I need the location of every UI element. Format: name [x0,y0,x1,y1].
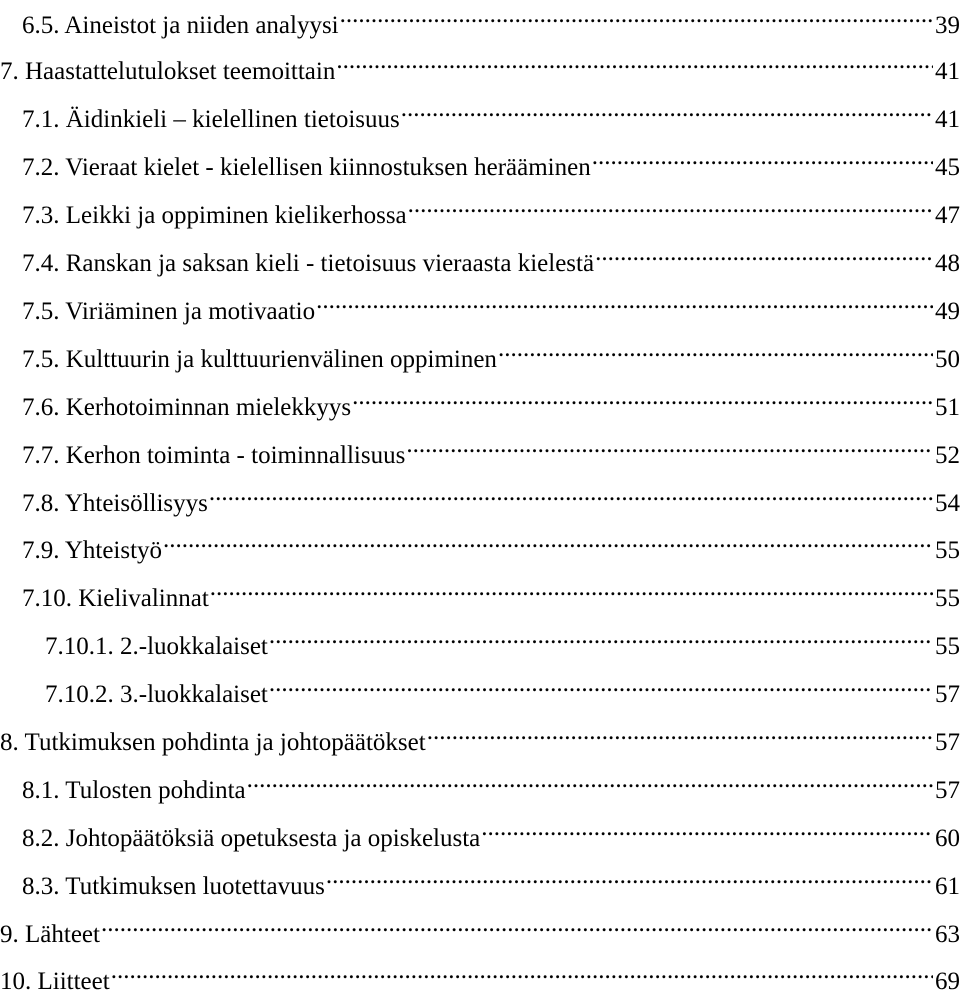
toc-leader-dots [481,810,933,846]
toc-entry-label: 7.3. Leikki ja oppiminen kielikerhossa [22,202,407,229]
toc-entry[interactable] [22,283,960,325]
toc-entry-label: 8.1. Tulosten pohdinta [22,777,246,804]
toc-entry[interactable] [22,858,960,900]
toc-entry-page: 49 [935,298,960,325]
toc-entry-page: 61 [935,873,960,900]
toc-entry[interactable] [22,810,960,852]
toc-leader-dots [352,379,933,415]
toc-entry[interactable] [22,91,960,133]
toc-entry[interactable] [22,570,960,612]
toc-leader-dots [340,0,933,33]
toc-leader-dots [592,139,933,175]
toc-leader-dots [269,666,933,702]
toc-leader-dots [111,953,933,989]
toc-leader-dots [209,475,933,511]
toc-entry-page: 41 [935,58,960,85]
toc-entry[interactable] [45,618,960,660]
toc-entry-page: 52 [935,442,960,469]
toc-leader-dots [408,187,933,223]
toc-entry[interactable] [22,379,960,421]
toc-leader-dots [406,427,933,463]
toc-entry[interactable] [22,762,960,804]
toc-entry-page: 57 [935,729,960,756]
toc-entry[interactable] [22,0,960,39]
toc-entry-label: 7.7. Kerhon toiminta - toiminnallisuus [22,442,406,469]
toc-entry[interactable] [0,43,960,85]
toc-entry[interactable] [22,235,960,277]
toc-entry-page: 54 [935,490,960,517]
toc-entry[interactable] [22,522,960,564]
toc-entry-label: 8.3. Tutkimuksen luotettavuus [22,873,325,900]
toc-entry-label: 6.5. Aineistot ja niiden analyysi [22,12,339,39]
toc-entry-page: 55 [935,537,960,564]
toc-entry-label: 10. Liitteet [0,968,110,995]
toc-entry-page: 41 [935,106,960,133]
toc-entry-page: 50 [935,346,960,373]
toc-entry-page: 60 [935,825,960,852]
toc-entry-page: 69 [935,968,960,995]
toc-entry[interactable] [45,666,960,708]
toc-entry-label: 7.8. Yhteisöllisyys [22,490,208,517]
toc-entry-label: 7.5. Viriäminen ja motivaatio [22,298,316,325]
toc-leader-dots [326,858,933,894]
toc-entry-label: 7.10. Kielivalinnat [22,585,209,612]
toc-entry-label: 7.2. Vieraat kielet - kielellisen kiinnostuksen herääminen [22,154,591,181]
toc-entry-label: 7. Haastattelutulokset teemoittain [0,58,336,85]
toc-entry-page: 48 [935,250,960,277]
toc-leader-dots [427,714,933,750]
toc-leader-dots [269,618,933,654]
toc-entry[interactable] [22,475,960,517]
toc-leader-dots [247,762,933,798]
toc-entry-label: 7.9. Yhteistyö [22,537,163,564]
toc-entry[interactable] [22,139,960,181]
toc-leader-dots [336,43,933,79]
toc-leader-dots [101,906,933,942]
toc-entry-page: 39 [935,12,960,39]
toc-entry[interactable] [0,953,960,995]
toc-leader-dots [210,570,933,606]
toc-leader-dots [316,283,933,319]
toc-entry-label: 8. Tutkimuksen pohdinta ja johtopäätökset [0,729,426,756]
toc-entry-page: 47 [935,202,960,229]
toc-entry-page: 55 [935,585,960,612]
toc-entry-label: 7.6. Kerhotoiminnan mielekkyys [22,394,352,421]
toc-entry[interactable] [22,331,960,373]
toc-entry[interactable] [22,187,960,229]
toc-entry-label: 9. Lähteet [0,921,100,948]
toc-entry[interactable] [0,906,960,948]
toc-leader-dots [163,522,933,558]
toc-entry-label: 8.2. Johtopäätöksiä opetuksesta ja opiskelusta [22,825,481,852]
toc-entry-page: 63 [935,921,960,948]
toc-entry-label: 7.10.2. 3.-luokkalaiset [45,681,268,708]
toc-entry-page: 51 [935,394,960,421]
toc-leader-dots [595,235,933,271]
toc-entry-label: 7.1. Äidinkieli – kielellinen tietoisuus [22,106,400,133]
toc-leader-dots [498,331,933,367]
toc-entry-label: 7.10.1. 2.-luokkalaiset [45,633,268,660]
toc-entry-page: 57 [935,681,960,708]
toc-entry-label: 7.4. Ranskan ja saksan kieli - tietoisuus vieraasta kielestä [22,250,595,277]
toc-entry[interactable] [22,427,960,469]
toc-entry-page: 55 [935,633,960,660]
toc-entry[interactable] [0,714,960,756]
toc-entry-label: 7.5. Kulttuurin ja kulttuurienvälinen oppiminen [22,346,497,373]
toc-leader-dots [401,91,933,127]
toc-entry-page: 57 [935,777,960,804]
toc-entry-page: 45 [935,154,960,181]
